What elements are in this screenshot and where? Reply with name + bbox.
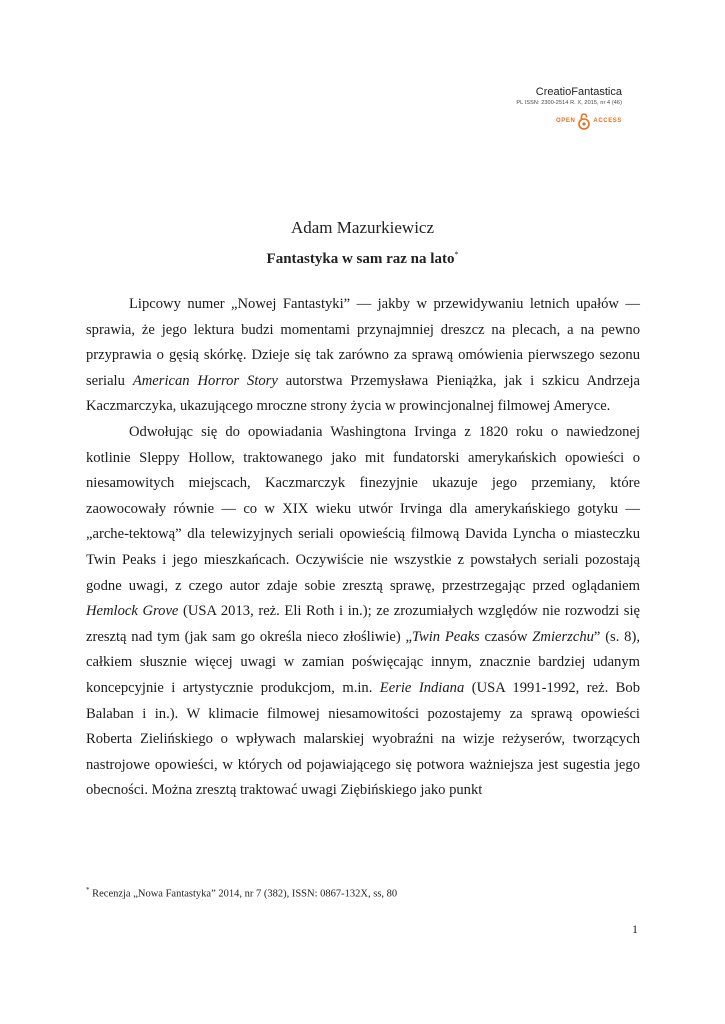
article-body [86, 292, 640, 804]
article-title-text: Fantastyka w sam raz na lato [266, 251, 455, 267]
italic-title-text: American Horror Story [132, 372, 278, 389]
article-author: Adam Mazurkiewicz [290, 218, 435, 237]
paragraph-text: Lipcowy numer „Nowej Fantastyki” — jakby w przewidywaniu letnich upałów — sprawia, że jego lektura budzi momentami przynajmniej dreszcz na plecach, a na pewno przyprawia o gęsią skórkę. Dzieje się tak zarówno za sprawą omówienia pierwszego sezonu serialu [86, 296, 640, 389]
italic-title-text: Eerie Indiana [379, 679, 465, 696]
journal-issn: PL ISSN: 2300-2514 R. X, 2015, nr 4 (46) [516, 100, 622, 106]
body-paragraph [86, 420, 640, 804]
italic-title-text: Twin Peaks [411, 628, 480, 645]
paragraph-text: (USA 1991-1992, reż. Bob Balaban i in.). W klimacie filmowej niesamowitości pozostajemy za sprawą opowieści Roberta Zielińskiego o wpływach malarskiej wyobraźni na wizje reżyserów, tworzących nastrojowe opowieści, w których od pojawiającego się potwora ważniejsza jest sugestia jego obecności. Można zresztą traktować uwagi Ziębińskiego jako punkt [86, 679, 640, 799]
open-access-lock-icon [578, 112, 590, 130]
footnote-mark: * [86, 886, 90, 894]
paragraph-text: ” (s. 8), całkiem słusznie więcej uwagi w zamian poświęcając innym, znacznie bardziej udanym koncepcyjnie i artystycznie produkcjom, m.in. [86, 628, 640, 696]
paragraph-text: Odwołując się do opowiadania Washingtona Irvinga z 1820 roku o nawiedzonej kotlinie Sleppy Hollow, traktowanego jako mit fundatorski amerykańskich opowieści o niesamowitych miejscach, Kaczmarczyk finezyjnie ukazuje jego przemiany, które zaowocowały równie — co w XIX wieku utwór Irvinga dla amerykańskiego gotyku — „arche-tektową” dla telewizyjnych seriali opowieścią filmową Davida Lyncha o miasteczku Twin Peaks i jego mieszkańcach. Oczywiście nie wszystkie z powstałych seriali pozostają godne uwagi, z czego autor zdaje sobie zresztą sprawę, przestrzegając przed oglądaniem [86, 423, 640, 594]
paragraph-text: czasów [479, 628, 533, 645]
article-title [0, 250, 725, 268]
open-access-label-right: ACCESS [593, 118, 622, 124]
journal-header [516, 86, 622, 130]
title-footnote-mark: * [454, 250, 459, 259]
italic-title-text: Zmierzchu [532, 628, 594, 645]
paragraph-text: autorstwa Przemysława Pieniążka, jak i szkicu Andrzeja Kaczmarczyka, ukazującego mroczne strony życia w prowincjonalnej filmowej Ameryce. [86, 372, 640, 415]
open-access-badge [516, 112, 622, 130]
page-number: 1 [632, 922, 638, 936]
paragraph-text: (USA 2013, reż. Eli Roth i in.); ze zrozumiałych względów nie rozwodzi się zresztą nad tym (jak sam go określa nieco złośliwie) „ [86, 603, 640, 645]
body-paragraph [86, 292, 640, 420]
open-access-label-left: OPEN [555, 118, 576, 124]
footnote [86, 886, 397, 900]
italic-title-text: Hemlock Grove [86, 603, 179, 620]
footnote-text: Recenzja „Nowa Fantastyka” 2014, nr 7 (382), ISSN: 0867-132X, ss, 80 [89, 888, 398, 900]
journal-name: CreatioFantastica [535, 86, 622, 98]
